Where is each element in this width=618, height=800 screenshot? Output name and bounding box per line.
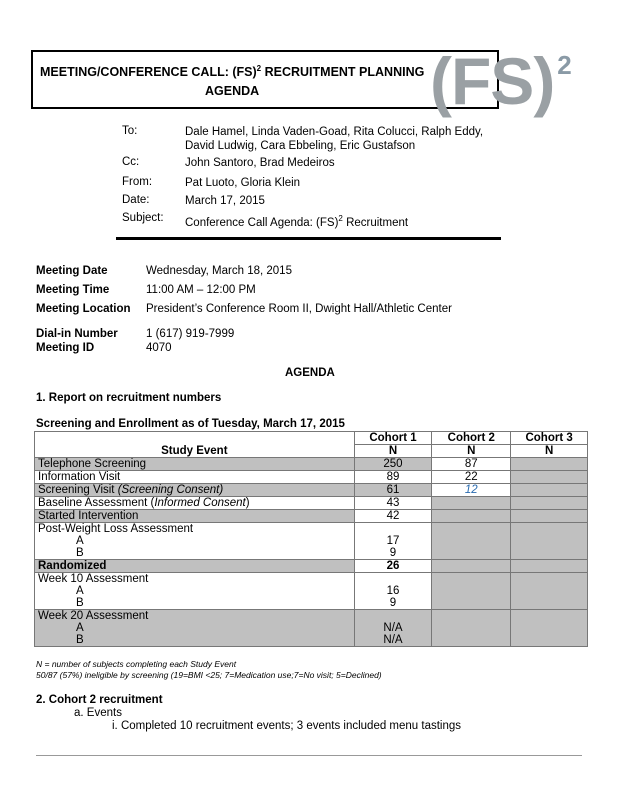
cohort1-cell: 17 9 [354,523,432,560]
n-header: N [354,445,432,458]
dialin-value: 1 (617) 919-7999 [146,328,235,340]
study-event-header: Study Event [35,432,355,458]
header-subtitle: AGENDA [205,84,260,98]
table-row [35,510,588,523]
from-label: From: [122,176,153,188]
event-cell: Information Visit [35,471,355,484]
cohort1-cell: 26 [354,560,432,573]
date-value: March 17, 2015 [185,195,265,207]
dialin-label: Dial-in Number [36,328,118,340]
cohort2-cell [432,510,511,523]
cc-value: John Santoro, Brad Medeiros [185,157,335,169]
cohort3-cell [511,523,588,560]
event-cell: Week 10 Assessment A B [35,573,355,610]
table-row [35,484,588,497]
event-cell: Post-Weight Loss Assessment A B [35,523,355,560]
table-row [35,573,588,610]
cohort3-cell [511,560,588,573]
from-value: Pat Luoto, Gloria Klein [185,177,301,189]
cohort2-cell: 22 [432,471,511,484]
cohort1-cell: 89 [354,471,432,484]
table-row [35,523,588,560]
cohort3-cell [511,458,588,471]
meeting-location-label: Meeting Location [36,303,131,315]
agenda-title: AGENDA [285,367,335,379]
meeting-date-value: Wednesday, March 18, 2015 [146,265,292,277]
fs2-logo: (FS) $^2$ [430,44,571,118]
cohort3-cell [511,484,588,497]
event-cell: Started Intervention [35,510,355,523]
section-1-heading: 1. Report on recruitment numbers [36,392,222,404]
event-cell: Screening Visit (Screening Consent) [35,484,355,497]
cohort3-cell [511,510,588,523]
table-row [35,497,588,510]
cohort1-cell: 250 [354,458,432,471]
cohort2-cell [432,497,511,510]
memo-divider [116,237,501,240]
section-2-heading: 2. Cohort 2 recruitment [36,694,163,706]
event-cell: Telephone Screening [35,458,355,471]
footer-divider [36,755,582,756]
meeting-time-value: 11:00 AM – 12:00 PM [146,284,256,296]
to-label: To: [122,125,138,137]
cohort3-cell [511,573,588,610]
meeting-id-label: Meeting ID [36,342,95,354]
header-box [31,50,499,109]
subject-value: Conference Call Agenda: (FS)$^2$ Recruitment [185,214,409,229]
cohort2-cell [432,523,511,560]
cohort3-cell [511,497,588,510]
n-header: N [432,445,511,458]
subsection-i: i. Completed 10 recruitment events; 3 events included menu tastings [112,720,462,732]
cohort2-cell: 87 [432,458,511,471]
screening-table-title: Screening and Enrollment as of Tuesday, March 17, 2015 [36,418,345,430]
meeting-date-label: Meeting Date [36,265,108,277]
cc-label: Cc: [122,156,140,168]
n-header: N [511,445,588,458]
cohort1-cell: 43 [354,497,432,510]
cohort3-cell [511,471,588,484]
event-cell: Week 20 Assessment A B [35,610,355,647]
screening-table [34,431,588,647]
table-row [35,610,588,647]
event-cell: Randomized [35,560,355,573]
cohort1-cell: N/A N/A [354,610,432,647]
table-row [35,458,588,471]
subsection-a: a. Events [74,707,122,719]
cohort3-header: Cohort 3 [511,432,588,445]
to-value: Dale Hamel, Linda Vaden-Goad, Rita Colucci, Ralph Eddy, David Ludwig, Cara Ebbeling, Eric Gustafson [185,126,484,152]
table-header-row [35,432,588,445]
table-note-1: N = number of subjects completing each Study Event [36,659,237,669]
cohort2-cell [432,560,511,573]
event-cell: Baseline Assessment (Informed Consent) [35,497,355,510]
cohort1-cell: 61 [354,484,432,497]
header-title: MEETING/CONFERENCE CALL: (FS)$^2$ RECRUITMENT PLANNING [40,64,425,80]
cohort2-header: Cohort 2 [432,432,511,445]
cohort3-cell [511,610,588,647]
cohort1-cell: 42 [354,510,432,523]
meeting-id-value: 4070 [146,342,172,354]
table-row [35,560,588,573]
meeting-location-value: President’s Conference Room II, Dwight Hall/Athletic Center [146,303,452,315]
meeting-time-label: Meeting Time [36,284,110,296]
cohort2-cell [432,610,511,647]
table-note-2: 50/87 (57%) ineligible by screening (19=BMI <25; 7=Medication use;7=No visit; 5=Declined) [36,670,382,680]
cohort1-header: Cohort 1 [354,432,432,445]
cohort1-cell: 16 9 [354,573,432,610]
subject-label: Subject: [122,212,164,224]
cohort2-cell: 12 [432,484,511,497]
cohort2-cell [432,573,511,610]
date-label: Date: [122,194,150,206]
table-row [35,471,588,484]
